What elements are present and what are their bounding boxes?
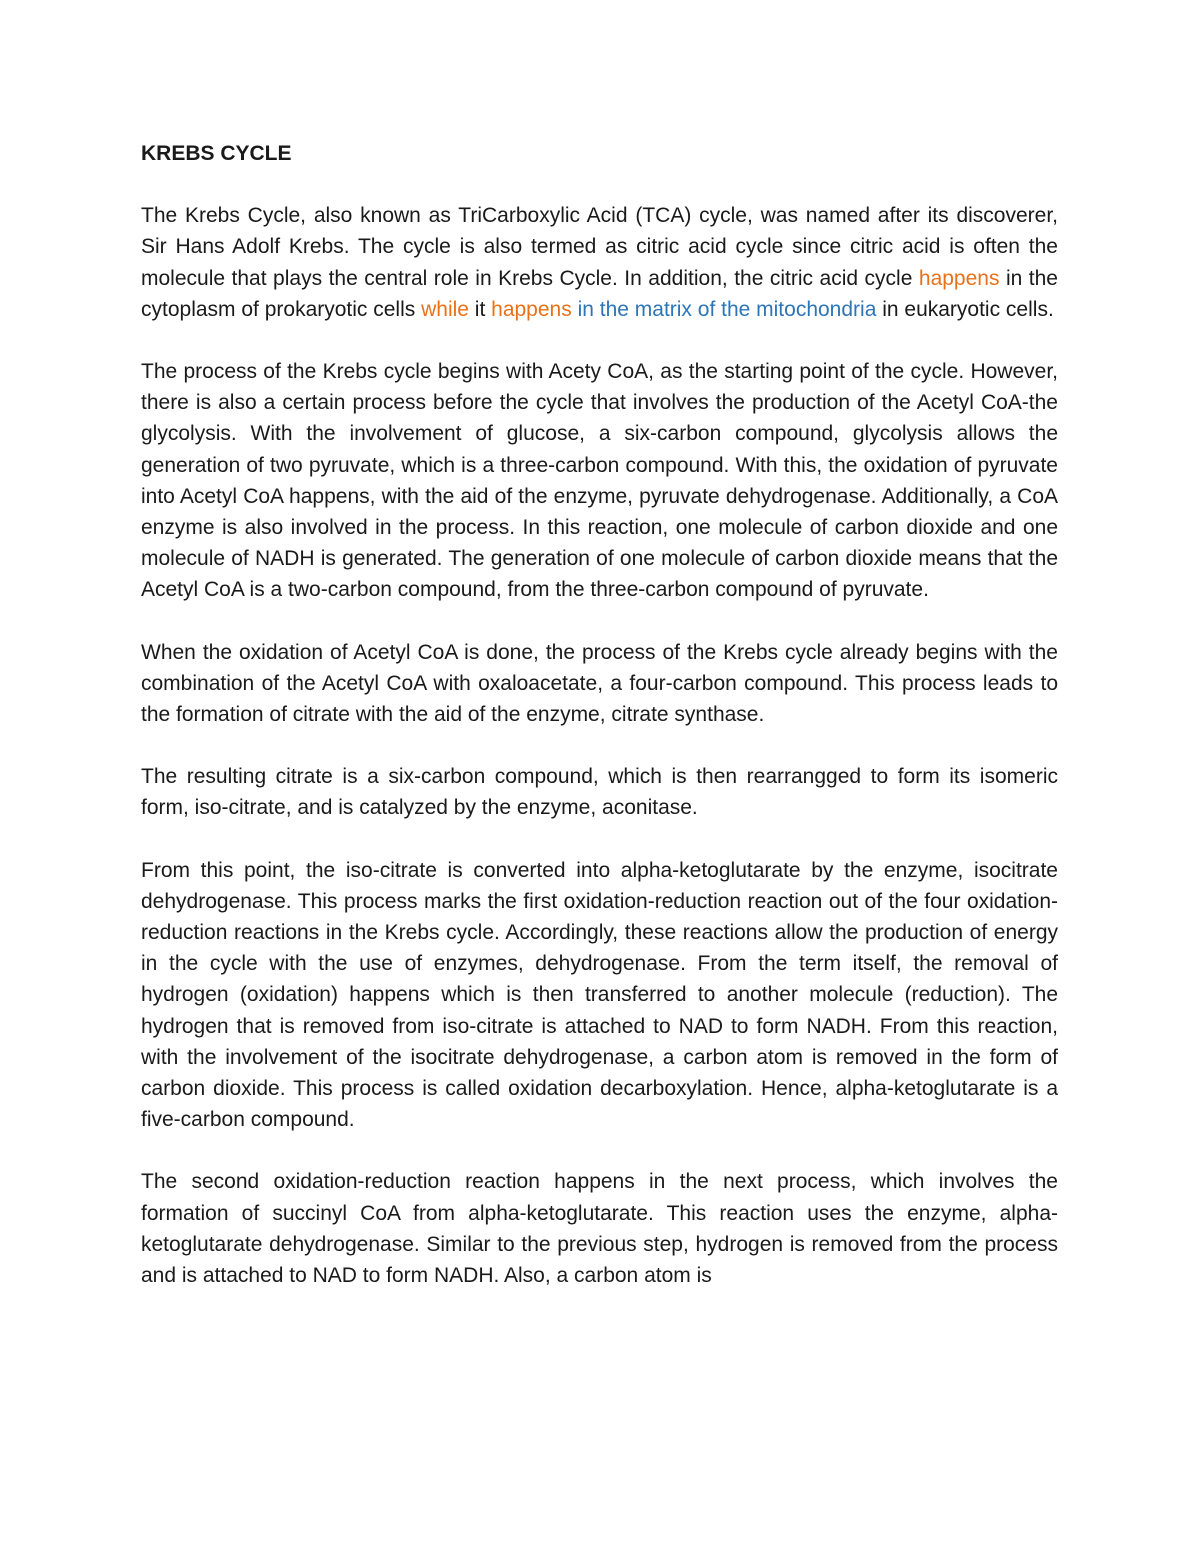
text-run: in eukaryotic cells. xyxy=(876,297,1054,321)
text-run: in the cytoplasm of prokaryotic cells xyxy=(141,266,1058,321)
document-body xyxy=(141,138,1058,1291)
highlighted-text: in the matrix of the mitochondria xyxy=(577,297,877,321)
paragraph-citrate-formation: When the oxidation of Acetyl CoA is done, the process of the Krebs cycle already begins with the combination of the Acetyl CoA with oxaloacetate, a four-carbon compound. This process leads to the formation of citrate with the aid of the enzyme, citrate synthase. xyxy=(141,640,1058,727)
text-run: The Krebs Cycle, also known as TriCarboxylic Acid (TCA) cycle, was named after its discoverer, Sir Hans Adolf Krebs. The cycle is also termed as citric acid cycle since citric acid is often the molecule that plays the central role in Krebs Cycle. In addition, the citric acid cycle xyxy=(141,204,1058,290)
document-title: KREBS CYCLE xyxy=(141,142,292,165)
paragraph-acetyl-coa: The process of the Krebs cycle begins with Acety CoA, as the starting point of the cycle. However, there is also a certain process before the cycle that involves the production of the Acetyl CoA-the glycolysis. With the involvement of glucose, a six-carbon compound, glycolysis allows the generation of two pyruvate, which is a three-carbon compound. With this, the oxidation of pyruvate into Acetyl CoA happens, with the aid of the enzyme, pyruvate dehydrogenase. Additionally, a CoA enzyme is also involved in the process. In this reaction, one molecule of carbon dioxide and one molecule of NADH is generated. The generation of one molecule of carbon dioxide means that the Acetyl CoA is a two-carbon compound, from the three-carbon compound of pyruvate. xyxy=(141,360,1058,602)
highlighted-text: happens xyxy=(918,266,1000,290)
paragraph-alpha-ketoglutarate: From this point, the iso-citrate is converted into alpha-ketoglutarate by the enzyme, isocitrate dehydrogenase. This process marks the first oxidation-reduction reaction out of the four oxidation-reduction reactions in the Krebs cycle. Accordingly, these reactions allow the production of energy in the cycle with the use of enzymes, dehydrogenase. From the term itself, the removal of hydrogen (oxidation) happens which is then transferred to another molecule (reduction). The hydrogen that is removed from iso-citrate is attached to NAD to form NADH. From this reaction, with the involvement of the isocitrate dehydrogenase, a carbon atom is removed in the form of carbon dioxide. This process is called oxidation decarboxylation. Hence, alpha-ketoglutarate is a five-carbon compound. xyxy=(141,858,1058,1132)
paragraph-intro xyxy=(141,200,1058,325)
highlighted-text: happens xyxy=(491,297,572,321)
text-run: it xyxy=(468,297,492,321)
highlighted-text: while xyxy=(421,297,469,321)
paragraph-isocitrate: The resulting citrate is a six-carbon compound, which is then rearrangged to form its isomeric form, iso-citrate, and is catalyzed by the enzyme, aconitase. xyxy=(141,765,1058,820)
paragraph-succinyl-coa: The second oxidation-reduction reaction happens in the next process, which involves the formation of succinyl CoA from alpha-ketoglutarate. This reaction uses the enzyme, alpha-ketoglutarate dehydrogenase. Similar to the previous step, hydrogen is removed from the process and is attached to NAD to form NADH. Also, a carbon atom is xyxy=(141,1170,1058,1288)
